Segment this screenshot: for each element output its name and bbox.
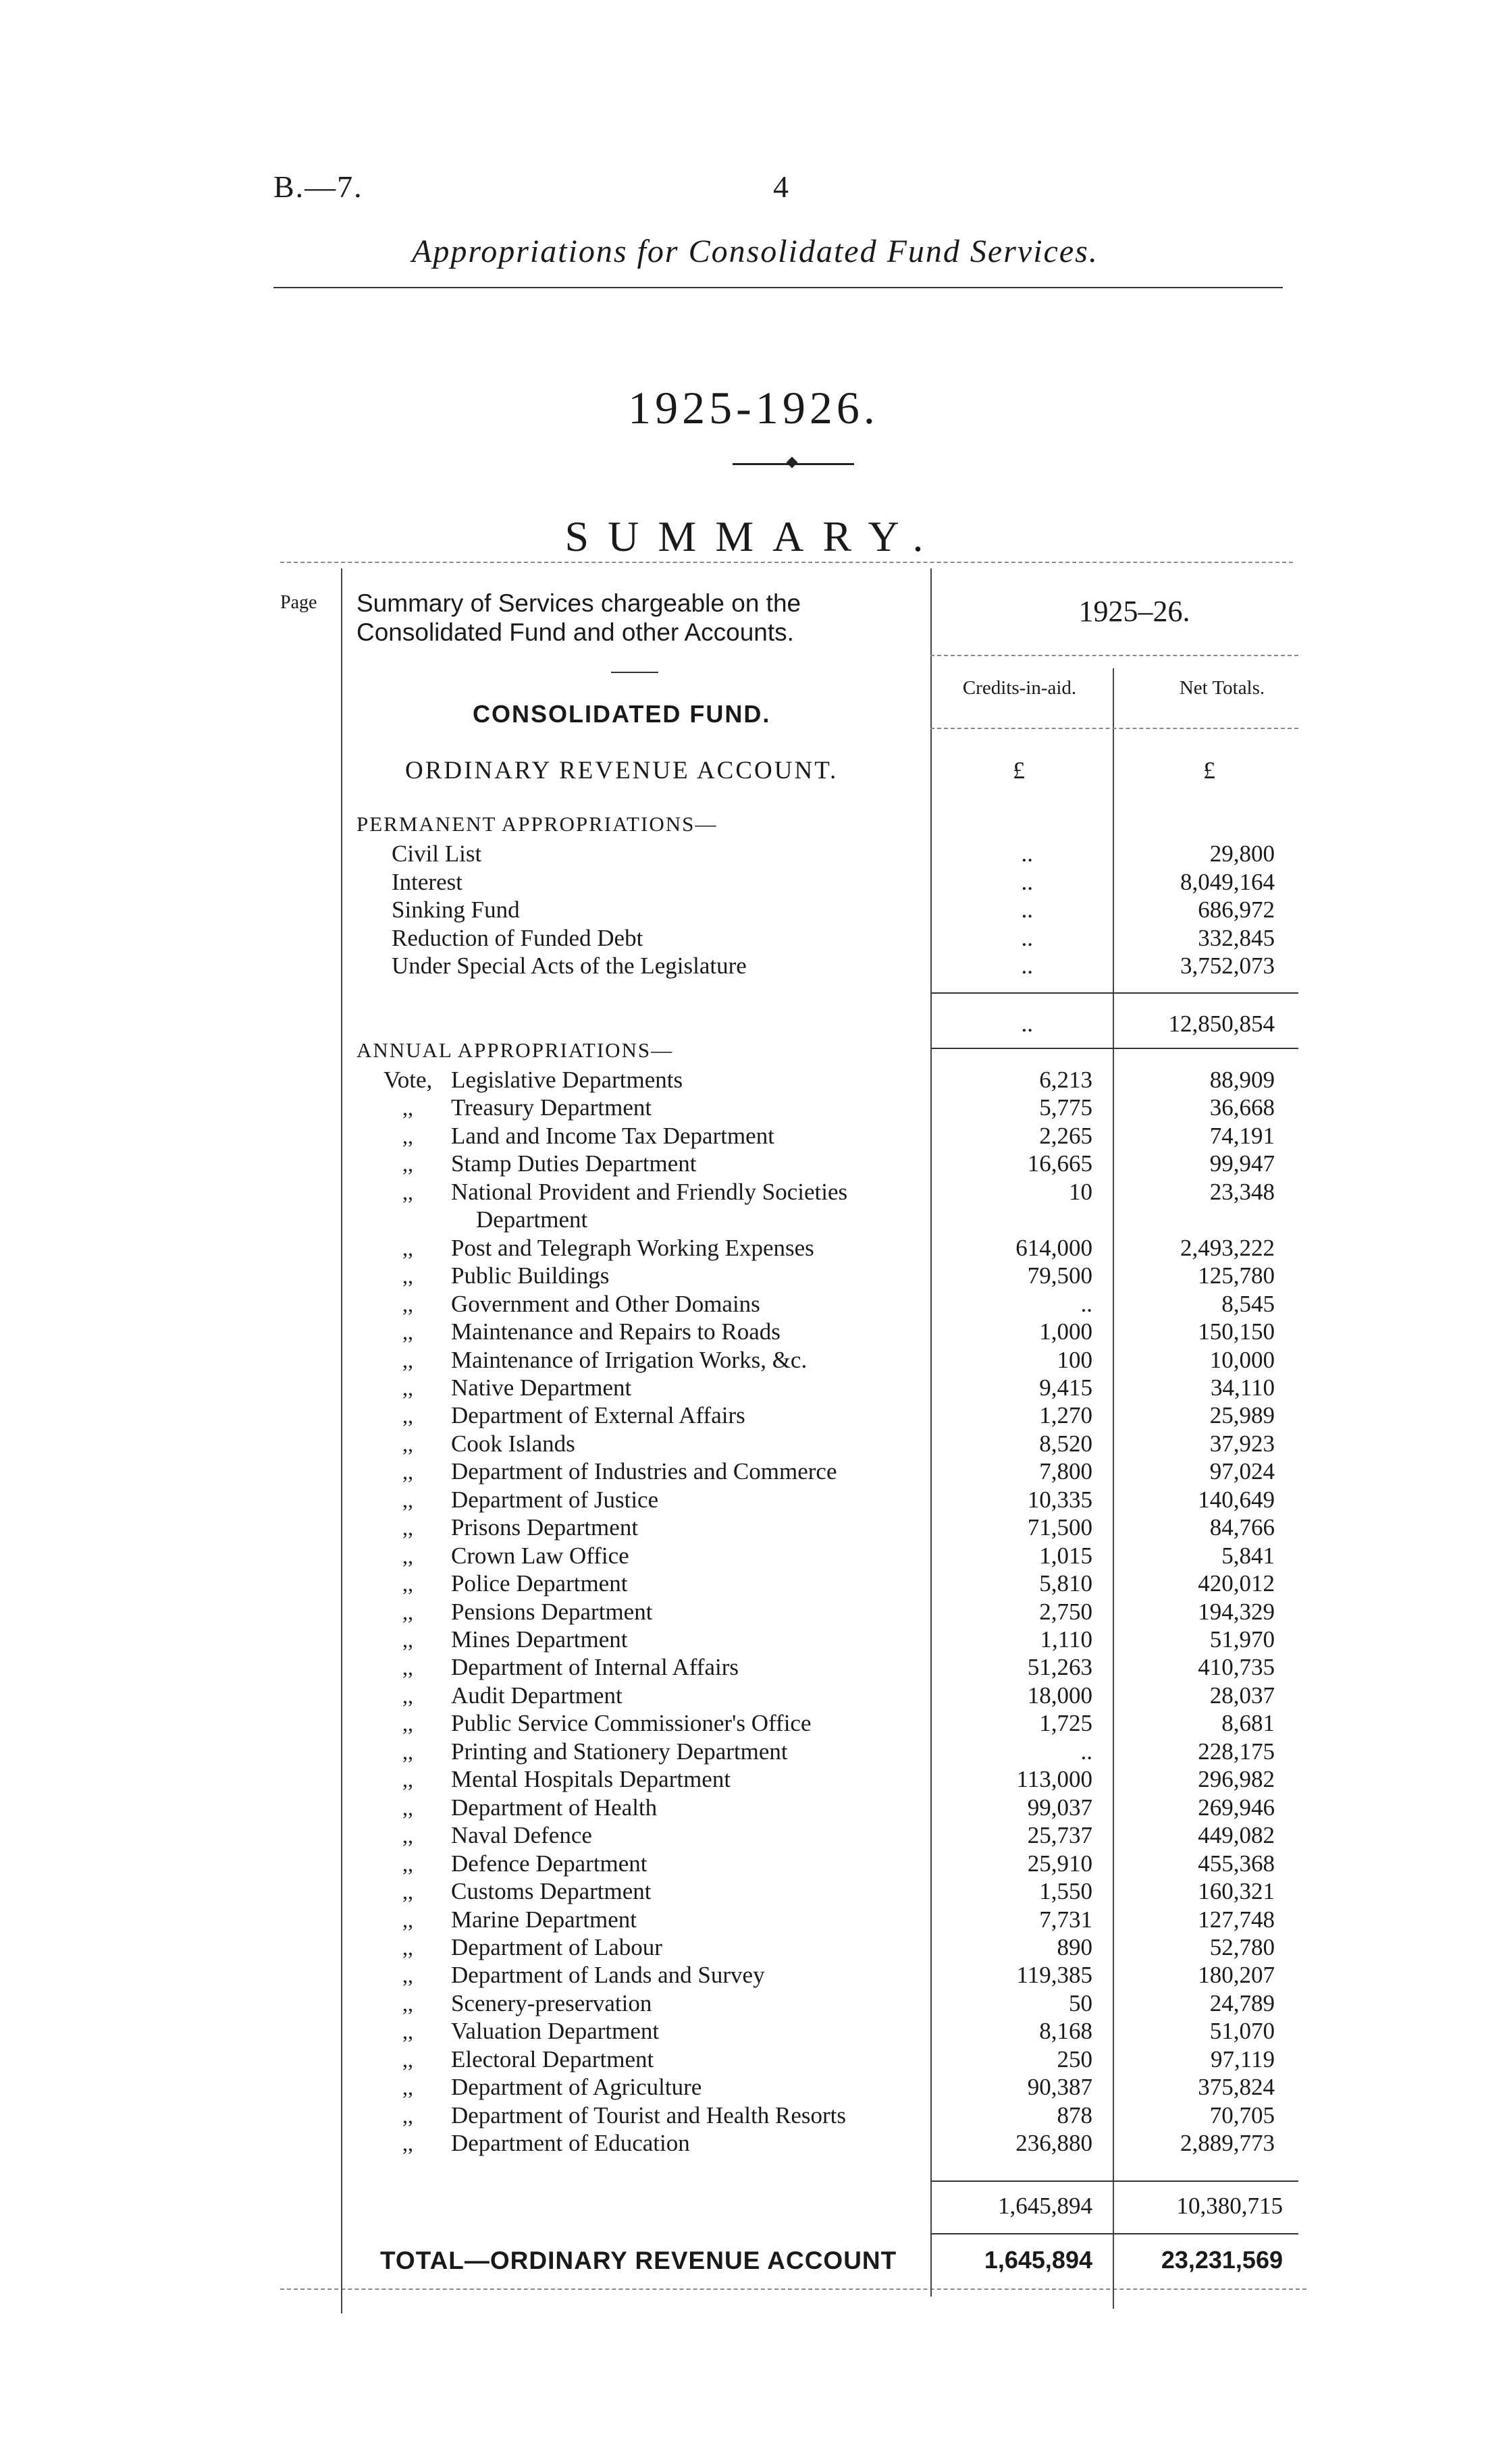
annual-item-net: 23,348 [1209, 1178, 1275, 1205]
annual-item-credits: 8,168 [1039, 2018, 1092, 2045]
ditto-mark: ,, [402, 1516, 413, 1541]
annual-item-net: 150,150 [1198, 1318, 1275, 1345]
permanent-item-label: Under Special Acts of the Legislature [392, 953, 747, 979]
annual-item-net: 8,681 [1221, 1710, 1275, 1737]
ditto-mark: ,, [402, 1628, 413, 1652]
ditto-mark: ,, [402, 1655, 413, 1680]
page-number: 4 [773, 169, 789, 204]
ditto-mark: ,, [402, 1096, 413, 1121]
net-currency: £ [1203, 757, 1215, 784]
annual-item-credits: 25,737 [1027, 1822, 1092, 1849]
total-credits: 1,645,894 [984, 2246, 1092, 2274]
annual-item-label: Department of Education [451, 2130, 690, 2157]
annual-item-label: Police Department [451, 1570, 628, 1597]
annual-item-credits: 5,775 [1039, 1094, 1092, 1121]
annual-item-label: Maintenance of Irrigation Works, &c. [451, 1346, 808, 1373]
year-underline [930, 655, 1298, 656]
annual-heading: ANNUAL APPROPRIATIONS— [356, 1038, 674, 1062]
annual-item-credits: 119,385 [1016, 1962, 1092, 1989]
permanent-item-net: 3,752,073 [1180, 953, 1275, 979]
table-top-rule [280, 562, 1293, 563]
vote-prefix: Vote, [384, 1067, 433, 1093]
ditto-mark: ,, [402, 1320, 413, 1345]
ditto-mark: ,, [402, 1599, 413, 1624]
ditto-mark: ,, [402, 1879, 413, 1904]
permanent-item-net: 686,972 [1198, 896, 1275, 923]
annual-item-credits: 890 [1057, 1933, 1092, 1960]
annual-subtotal-credits: 1,645,894 [998, 2193, 1092, 2219]
credits-column-heading: Credits-in-aid. [962, 677, 1077, 699]
annual-item-credits: 100 [1057, 1346, 1092, 1373]
annual-item-credits: 7,800 [1039, 1458, 1092, 1485]
annual-item-net: 2,493,222 [1180, 1234, 1275, 1261]
annual-item-label: Legislative Departments [451, 1067, 683, 1093]
annual-item-credits: 6,213 [1039, 1067, 1092, 1093]
annual-item-net: 70,705 [1209, 2101, 1275, 2128]
document-reference: B.—7. [273, 169, 363, 204]
ditto-mark: ,, [402, 2075, 413, 2100]
permanent-item-net: 29,800 [1209, 840, 1275, 867]
permanent-item-label: Civil List [392, 840, 482, 867]
annual-item-credits: 99,037 [1027, 1794, 1092, 1821]
annual-item-credits: 1,725 [1039, 1710, 1092, 1737]
annual-item-label: Department of Lands and Survey [451, 1962, 765, 1989]
table-bottom-rule [280, 2288, 1306, 2290]
annual-item-credits: .. [1080, 1738, 1092, 1765]
ditto-mark: ,, [402, 1935, 413, 1960]
annual-item-credits: 1,270 [1039, 1402, 1092, 1429]
annual-item-label: Department of Labour [451, 1933, 662, 1960]
diamond-divider [733, 462, 854, 465]
annual-item-net: 5,841 [1221, 1542, 1275, 1569]
annual-item-label: Mental Hospitals Department [451, 1766, 731, 1793]
permanent-subtotal-credits: .. [1021, 1011, 1033, 1037]
fund-heading: CONSOLIDATED FUND. [473, 700, 771, 728]
annual-item-label: National Provident and Friendly Societies [451, 1178, 848, 1205]
credits-currency: £ [1013, 757, 1025, 784]
annual-item-label: Government and Other Domains [451, 1290, 760, 1317]
annual-item-net: 449,082 [1198, 1822, 1275, 1849]
annual-item-net: 125,780 [1198, 1262, 1275, 1289]
annual-item-net: 140,649 [1198, 1486, 1275, 1513]
annual-item-label: Public Service Commissioner's Office [451, 1710, 812, 1737]
ditto-mark: ,, [402, 1795, 413, 1820]
ditto-mark: ,, [402, 1487, 413, 1512]
annual-item-net: 2,889,773 [1180, 2130, 1275, 2157]
account-heading: ORDINARY REVENUE ACCOUNT. [405, 757, 839, 784]
ditto-mark: ,, [402, 1459, 413, 1484]
ditto-mark: ,, [402, 1347, 413, 1372]
permanent-item-label: Interest [392, 868, 462, 895]
annual-item-net: 455,368 [1198, 1850, 1275, 1877]
total-label: TOTAL—ORDINARY REVENUE ACCOUNT [380, 2247, 897, 2274]
ditto-mark: ,, [402, 1739, 413, 1764]
annual-item-net: 28,037 [1209, 1682, 1275, 1709]
annual-item-net: 97,119 [1211, 2045, 1275, 2072]
annual-item-label: Treasury Department [451, 1094, 652, 1121]
annual-item-label: Scenery-preservation [451, 1989, 652, 2016]
annual-item-label: Land and Income Tax Department [451, 1122, 774, 1149]
ditto-mark: ,, [402, 1991, 413, 2016]
annual-item-label: Customs Department [451, 1878, 652, 1905]
annual-item-net: 10,000 [1209, 1346, 1275, 1373]
annual-item-net: 160,321 [1198, 1878, 1275, 1905]
annual-item-label: Department of Agriculture [451, 2074, 702, 2101]
annual-item-net: 194,329 [1198, 1598, 1275, 1625]
annual-item-credits: 71,500 [1027, 1514, 1092, 1541]
annual-item-credits: 614,000 [1015, 1234, 1092, 1261]
year-column-heading: 1925–26. [1078, 595, 1190, 628]
permanent-sum-rule [930, 992, 1298, 994]
annual-item-credits: 9,415 [1039, 1374, 1092, 1401]
annual-item-net: 25,989 [1209, 1402, 1275, 1429]
annual-item-label: Maintenance and Repairs to Roads [451, 1318, 781, 1345]
annual-item-label: Marine Department [451, 1906, 637, 1933]
ditto-mark: ,, [402, 1572, 413, 1597]
annual-item-credits: 1,015 [1039, 1542, 1092, 1569]
annual-item-label: Mines Department [451, 1626, 628, 1653]
annual-item-credits: 18,000 [1027, 1682, 1092, 1709]
annual-item-label: Cook Islands [451, 1430, 575, 1457]
annual-item-label: Crown Law Office [451, 1542, 629, 1569]
annual-item-credits: 79,500 [1027, 1262, 1092, 1289]
annual-item-credits: 16,665 [1027, 1150, 1092, 1177]
permanent-item-label: Sinking Fund [392, 896, 520, 923]
ditto-mark: ,, [402, 2103, 413, 2128]
annual-item-label: Audit Department [451, 1682, 623, 1709]
annual-item-credits: 2,750 [1039, 1598, 1092, 1625]
annual-item-credits: 90,387 [1027, 2074, 1092, 2101]
annual-item-label: Prisons Department [451, 1514, 639, 1541]
ditto-mark: ,, [402, 2047, 413, 2072]
annual-item-credits: 8,520 [1039, 1430, 1092, 1457]
permanent-subtotal-net: 12,850,854 [1168, 1011, 1275, 1037]
annual-item-net: 269,946 [1198, 1794, 1275, 1821]
annual-item-net: 228,175 [1198, 1738, 1275, 1765]
annual-item-net: 24,789 [1209, 1989, 1275, 2016]
annual-item-net: 74,191 [1209, 1122, 1275, 1149]
annual-item-net: 52,780 [1209, 1933, 1275, 1960]
year-title: 1925-1926. [628, 382, 879, 433]
ditto-mark: ,, [402, 1403, 413, 1428]
ditto-mark: ,, [402, 1963, 413, 1988]
annual-item-label: Naval Defence [451, 1822, 592, 1849]
annual-item-net: 410,735 [1198, 1654, 1275, 1681]
annual-item-credits: .. [1080, 1290, 1092, 1317]
net-column-heading: Net Totals. [1179, 677, 1265, 699]
annual-item-label: Native Department [451, 1374, 632, 1401]
ditto-mark: ,, [402, 1823, 413, 1848]
annual-item-net: 36,668 [1209, 1094, 1275, 1121]
annual-item-credits: 113,000 [1016, 1766, 1092, 1793]
annual-item-credits: 7,731 [1039, 1906, 1092, 1933]
annual-item-credits: 1,110 [1040, 1626, 1092, 1653]
annual-item-net: 296,982 [1198, 1766, 1275, 1793]
ditto-mark: ,, [402, 1767, 413, 1792]
annual-item-credits: 236,880 [1015, 2130, 1092, 2157]
ditto-mark: ,, [402, 1683, 413, 1708]
annual-item-net: 37,923 [1209, 1430, 1275, 1457]
annual-item-credits: 1,000 [1039, 1318, 1092, 1345]
permanent-item-credits: .. [1021, 868, 1033, 895]
permanent-heading: PERMANENT APPROPRIATIONS— [356, 812, 718, 836]
annual-item-net: 99,947 [1209, 1150, 1275, 1177]
ditto-mark: ,, [402, 1851, 413, 1876]
header-rule [273, 287, 1283, 288]
annual-item-credits: 51,263 [1027, 1654, 1092, 1681]
permanent-item-credits: .. [1021, 896, 1033, 923]
ditto-mark: ,, [402, 1235, 413, 1260]
annual-subtotal-net: 10,380,715 [1176, 2193, 1283, 2219]
annual-item-net: 180,207 [1198, 1962, 1275, 1989]
annual-item-label: Department of Health [451, 1794, 658, 1821]
ditto-mark: ,, [402, 1711, 413, 1736]
annual-item-label: Department of External Affairs [451, 1402, 745, 1429]
annual-item-net: 420,012 [1198, 1570, 1275, 1597]
annual-item-label: Pensions Department [451, 1598, 653, 1625]
annual-item-label: Electoral Department [451, 2045, 654, 2072]
annual-item-net: 375,824 [1198, 2074, 1275, 2101]
annual-item-label: Printing and Stationery Department [451, 1738, 788, 1765]
annual-item-credits: 50 [1069, 1989, 1092, 2016]
annual-item-credits: 250 [1057, 2045, 1092, 2072]
page-subtitle: Appropriations for Consolidated Fund Services. [412, 234, 1099, 269]
short-rule [611, 672, 658, 673]
annual-item-credits: 878 [1057, 2101, 1092, 2128]
permanent-item-credits: .. [1021, 840, 1033, 867]
annual-item-label: Defence Department [451, 1850, 647, 1877]
permanent-item-credits: .. [1021, 924, 1033, 951]
ditto-mark: ,, [402, 1264, 413, 1289]
ditto-mark: ,, [402, 1431, 413, 1456]
ditto-mark: ,, [402, 1907, 413, 1932]
annual-item-label: Department of Internal Affairs [451, 1654, 739, 1681]
annual-item-label: Department of Justice [451, 1486, 659, 1513]
annual-item-label: Public Buildings [451, 1262, 610, 1289]
annual-item-net: 97,024 [1209, 1458, 1275, 1485]
ditto-mark: ,, [402, 2131, 413, 2156]
annual-item-label: Department of Industries and Commerce [451, 1458, 837, 1485]
annual-item-label-continued: Department [476, 1206, 588, 1233]
description-heading: Summary of Services chargeable on the Consolidated Fund and other Accounts. [356, 589, 801, 646]
permanent-item-credits: .. [1021, 953, 1033, 979]
annual-item-label: Stamp Duties Department [451, 1150, 697, 1177]
ditto-mark: ,, [402, 1543, 413, 1568]
annual-item-net: 51,070 [1209, 2018, 1275, 2045]
page-column-divider [341, 568, 342, 2313]
ditto-mark: ,, [402, 1375, 413, 1400]
ditto-mark: ,, [402, 1291, 413, 1316]
permanent-item-net: 8,049,164 [1180, 868, 1275, 895]
annual-item-label: Department of Tourist and Health Resorts [451, 2101, 846, 2128]
ditto-mark: ,, [402, 2019, 413, 2044]
total-net: 23,231,569 [1161, 2246, 1283, 2274]
annual-item-net: 127,748 [1198, 1906, 1275, 1933]
annual-item-net: 51,970 [1209, 1626, 1275, 1653]
column-head-underline [930, 728, 1298, 729]
annual-item-label: Post and Telegraph Working Expenses [451, 1234, 814, 1261]
annual-item-net: 88,909 [1209, 1067, 1275, 1093]
annual-item-net: 8,545 [1221, 1290, 1275, 1317]
annual-item-credits: 1,550 [1039, 1878, 1092, 1905]
annual-item-credits: 10,335 [1027, 1486, 1092, 1513]
annual-item-net: 34,110 [1211, 1374, 1275, 1401]
annual-item-credits: 25,910 [1027, 1850, 1092, 1877]
ditto-mark: ,, [402, 1152, 413, 1177]
annual-item-credits: 10 [1069, 1178, 1092, 1205]
annual-sum-rule [930, 2180, 1298, 2182]
ditto-mark: ,, [402, 1123, 413, 1148]
permanent-subtotal-rule [930, 1048, 1298, 1049]
annual-item-credits: 5,810 [1039, 1570, 1092, 1597]
annual-item-label: Valuation Department [451, 2018, 660, 2045]
permanent-item-label: Reduction of Funded Debt [392, 924, 643, 951]
permanent-item-net: 332,845 [1198, 924, 1275, 951]
page-column-label: Page [280, 592, 317, 613]
annual-item-credits: 2,265 [1039, 1122, 1092, 1149]
annual-subtotal-rule [930, 2233, 1298, 2234]
annual-item-net: 84,766 [1209, 1514, 1275, 1541]
ditto-mark: ,, [402, 1179, 413, 1204]
summary-title: SUMMARY. [564, 512, 943, 560]
